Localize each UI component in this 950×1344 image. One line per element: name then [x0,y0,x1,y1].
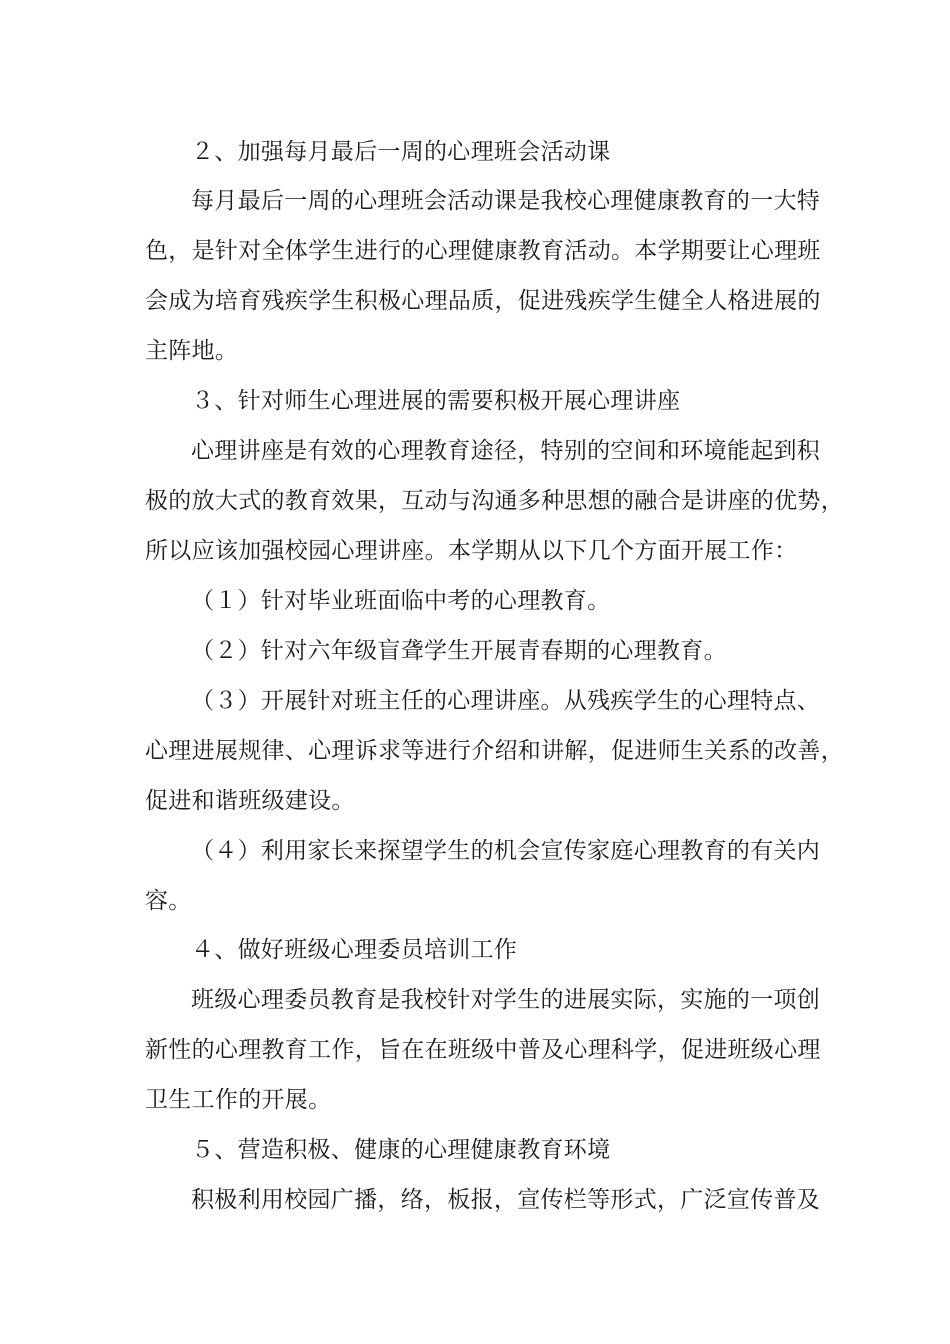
list-item-4: （４）利用家长来探望学生的机会宣传家庭心理教育的有关内 [191,838,821,864]
paragraph-line: 所以应该加强校园心理讲座。本学期从以下几个方面开展工作： [145,538,798,564]
section-heading-3: ３、针对师生心理进展的需要积极开展心理讲座 [191,388,681,414]
paragraph-line: 新性的心理教育工作，旨在在班级中普及心理科学，促进班级心理 [145,1037,821,1063]
paragraph-line: 卫生工作的开展。 [145,1087,332,1113]
section-heading-5: ５、营造积极、健康的心理健康教育环境 [191,1137,611,1163]
section-heading-4: ４、做好班级心理委员培训工作 [191,937,518,963]
paragraph-line: 极的放大式的教育效果，互动与沟通多种思想的融合是讲座的优势， [145,488,844,514]
paragraph-line: 主阵地。 [145,338,239,364]
paragraph-line: 心理进展规律、心理诉求等进行介绍和讲解，促进师生关系的改善， [145,738,844,764]
paragraph-line: 容。 [145,888,192,914]
paragraph-line: 促进和谐班级建设。 [145,788,355,814]
list-item-1: （１）针对毕业班面临中考的心理教育。 [191,588,611,614]
section-heading-2: ２、加强每月最后一周的心理班会活动课 [191,139,611,165]
paragraph-line: 心理讲座是有效的心理教育途径，特别的空间和环境能起到积 [191,438,821,464]
list-item-2: （２）针对六年级盲聋学生开展青春期的心理教育。 [191,638,727,664]
paragraph-line: 积极利用校园广播，络，板报，宣传栏等形式，广泛宣传普及 [191,1187,821,1213]
paragraph-line: 会成为培育残疾学生积极心理品质，促进残疾学生健全人格进展的 [145,288,821,314]
paragraph-line: 色，是针对全体学生进行的心理健康教育活动。本学期要让心理班 [145,238,821,264]
paragraph-line: 每月最后一周的心理班会活动课是我校心理健康教育的一大特 [191,188,821,214]
paragraph-line: 班级心理委员教育是我校针对学生的进展实际，实施的一项创 [191,987,821,1013]
list-item-3: （３）开展针对班主任的心理讲座。从残疾学生的心理特点、 [191,688,821,714]
